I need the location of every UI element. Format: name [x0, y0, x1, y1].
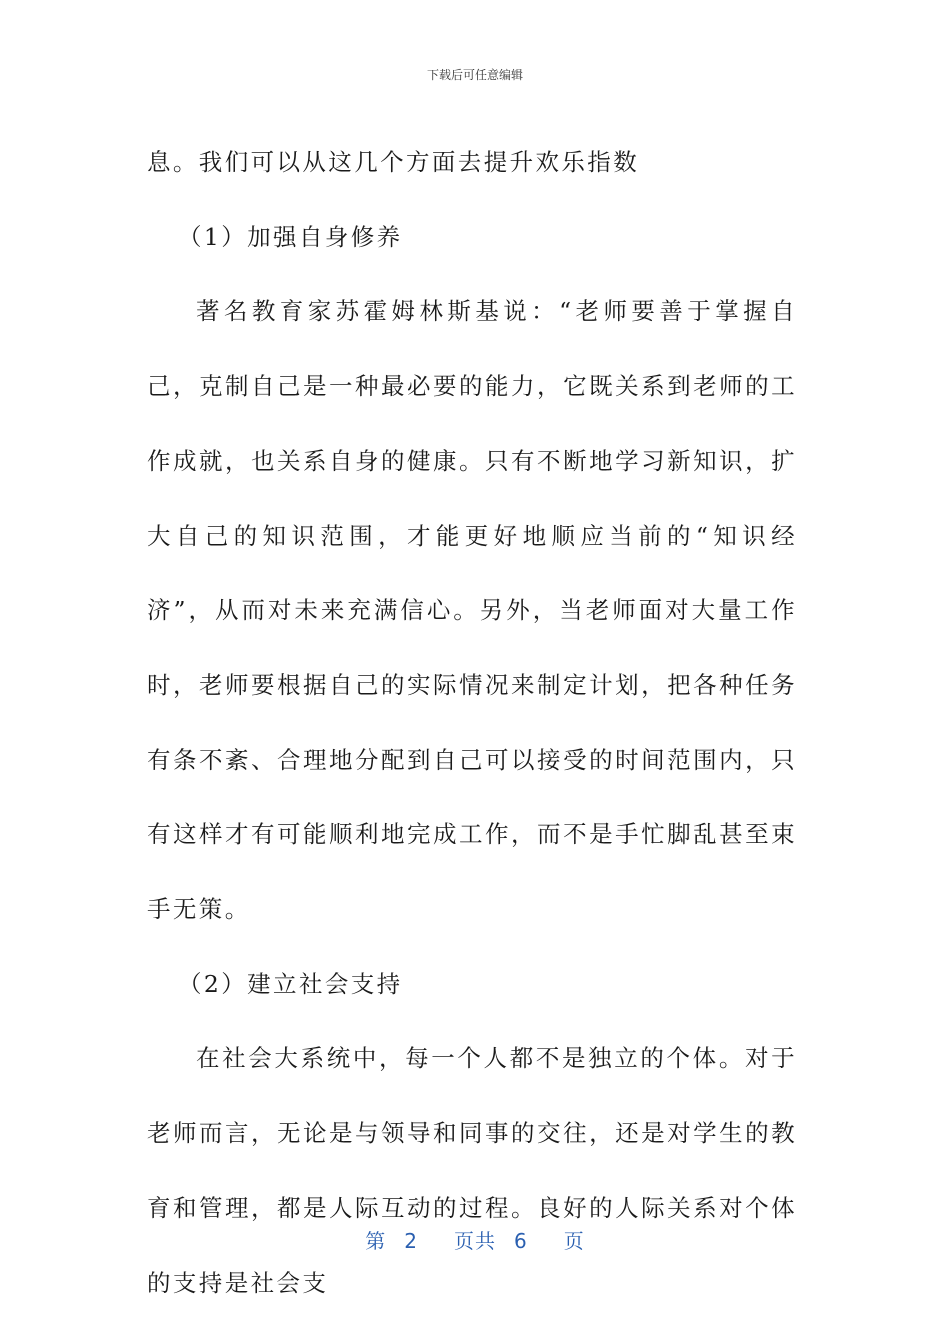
- section-heading-1: （1）加强自身修养: [178, 222, 403, 251]
- document-body: [147, 125, 797, 1320]
- page-header-note: 下载后可任意编辑: [426, 68, 523, 82]
- paragraph-self-cultivation: 著名教育家苏霍姆林斯基说：“老师要善于掌握自己，克制自己是一种最必要的能力，它既关系到老师的工作成就，也关系自身的健康。只有不断地学习新知识，扩大自己的知识范围，才能更好地顺应当前的“知识经济”，从而对未来充满信心。另外，当老师面对大量工作时，老师要根据自己的实际情况来制定计划，把各种任务有条不紊、合理地分配到自己可以接受的时间范围内，只有这样才有可能顺利地完成工作，而不是手忙脚乱甚至束手无策。: [147, 297, 797, 924]
- footer-label-end: 页: [563, 1229, 585, 1253]
- paragraph-social-support: 在社会大系统中，每一个人都不是独立的个体。对于老师而言，无论是与领导和同事的交往，还是对学生的教育和管理，都是人际互动的过程。良好的人际关系对个体的支持是社会支: [147, 1044, 797, 1297]
- paragraph-continuation: 息。我们可以从这几个方面去提升欢乐指数: [147, 148, 640, 176]
- footer-total-pages: 6: [514, 1229, 528, 1253]
- section-heading-2: （2）建立社会支持: [178, 969, 403, 998]
- page-footer: [0, 1225, 950, 1254]
- footer-label-of: 页共: [454, 1229, 496, 1253]
- footer-label-page: 第: [365, 1229, 387, 1253]
- footer-current-page: 2: [404, 1229, 418, 1253]
